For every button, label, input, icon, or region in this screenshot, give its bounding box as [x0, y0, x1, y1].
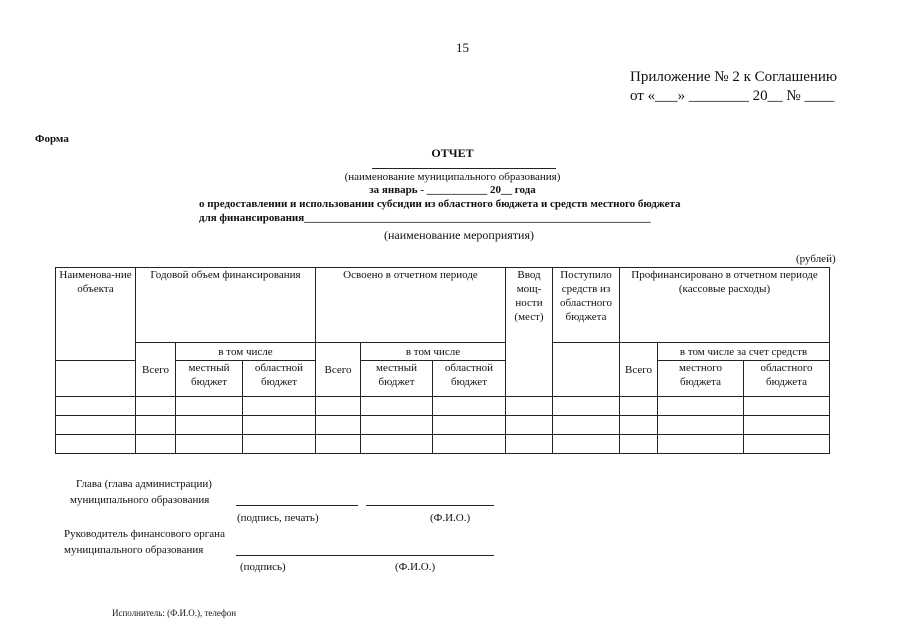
form-label: Форма	[35, 133, 69, 145]
appendix-date-line: от «___» ________ 20__ № ____	[630, 88, 835, 104]
header-annual-financing: Годовой объем финансирования	[136, 268, 316, 343]
header-object-name: Наименова-ние объекта	[56, 268, 136, 361]
units-label: (рублей)	[796, 253, 836, 265]
object-subheader-empty	[56, 361, 136, 397]
annual-total: Всего	[136, 343, 176, 397]
table-row	[56, 416, 830, 435]
report-title: ОТЧЕТ	[431, 146, 474, 160]
header-commissioning: Ввод мощ-ности (мест)	[506, 268, 553, 397]
head-signature-line	[236, 505, 358, 506]
head-title-line1: Глава (глава администрации)	[76, 478, 212, 490]
appendix-block	[630, 68, 837, 106]
mastered-regional-budget: областной бюджет	[433, 361, 506, 397]
report-period: за январь - ___________ 20__ года	[369, 184, 536, 196]
executor-line: Исполнитель: (Ф.И.О.), телефон	[112, 608, 237, 618]
report-subject: о предоставлении и использовании субсидии из областного бюджета и средств местного бюджета	[199, 198, 681, 210]
mastered-local-budget: местный бюджет	[361, 361, 433, 397]
mo-name-line	[372, 168, 556, 169]
fin-signature-line	[236, 555, 494, 556]
header-financed-period: Профинансировано в отчетном периоде (кассовые расходы)	[620, 268, 830, 343]
financed-regional-funds: областного бюджета	[744, 361, 830, 397]
fin-head-title-line1: Руководитель финансового органа	[64, 528, 225, 540]
mastered-including: в том числе	[361, 343, 506, 361]
mo-name-caption: (наименование муниципального образования)	[344, 171, 561, 183]
table-row	[56, 397, 830, 416]
page-number: 15	[456, 40, 469, 55]
header-mastered: Освоено в отчетном периоде	[316, 268, 506, 343]
head-title-line2: муниципального образования	[70, 494, 210, 506]
header-received-regional: Поступило средств из областного бюджета	[553, 268, 620, 343]
financed-including-sources: в том числе за счет средств	[658, 343, 830, 361]
table-row	[56, 435, 830, 454]
financed-total: Всего	[620, 343, 658, 397]
report-financing-line: для финансирования_______________________________________________________________	[199, 212, 651, 224]
head-fio-caption: (Ф.И.О.)	[430, 512, 471, 524]
fin-head-title-line2: муниципального образования	[64, 544, 204, 556]
report-table	[55, 267, 830, 454]
fin-signature-caption: (подпись)	[240, 561, 286, 573]
financed-local-funds: местного бюджета	[658, 361, 744, 397]
annual-including: в том числе	[176, 343, 316, 361]
annual-regional-budget: областной бюджет	[243, 361, 316, 397]
received-empty-cell	[553, 343, 620, 397]
appendix-title: Приложение № 2 к Соглашению	[630, 69, 838, 85]
event-name-caption: (наименование мероприятия)	[384, 228, 534, 242]
annual-local-budget: местный бюджет	[176, 361, 243, 397]
head-signature-caption: (подпись, печать)	[237, 512, 319, 524]
head-fio-line	[366, 505, 494, 506]
mastered-total: Всего	[316, 343, 361, 397]
fin-fio-caption: (Ф.И.О.)	[395, 561, 436, 573]
